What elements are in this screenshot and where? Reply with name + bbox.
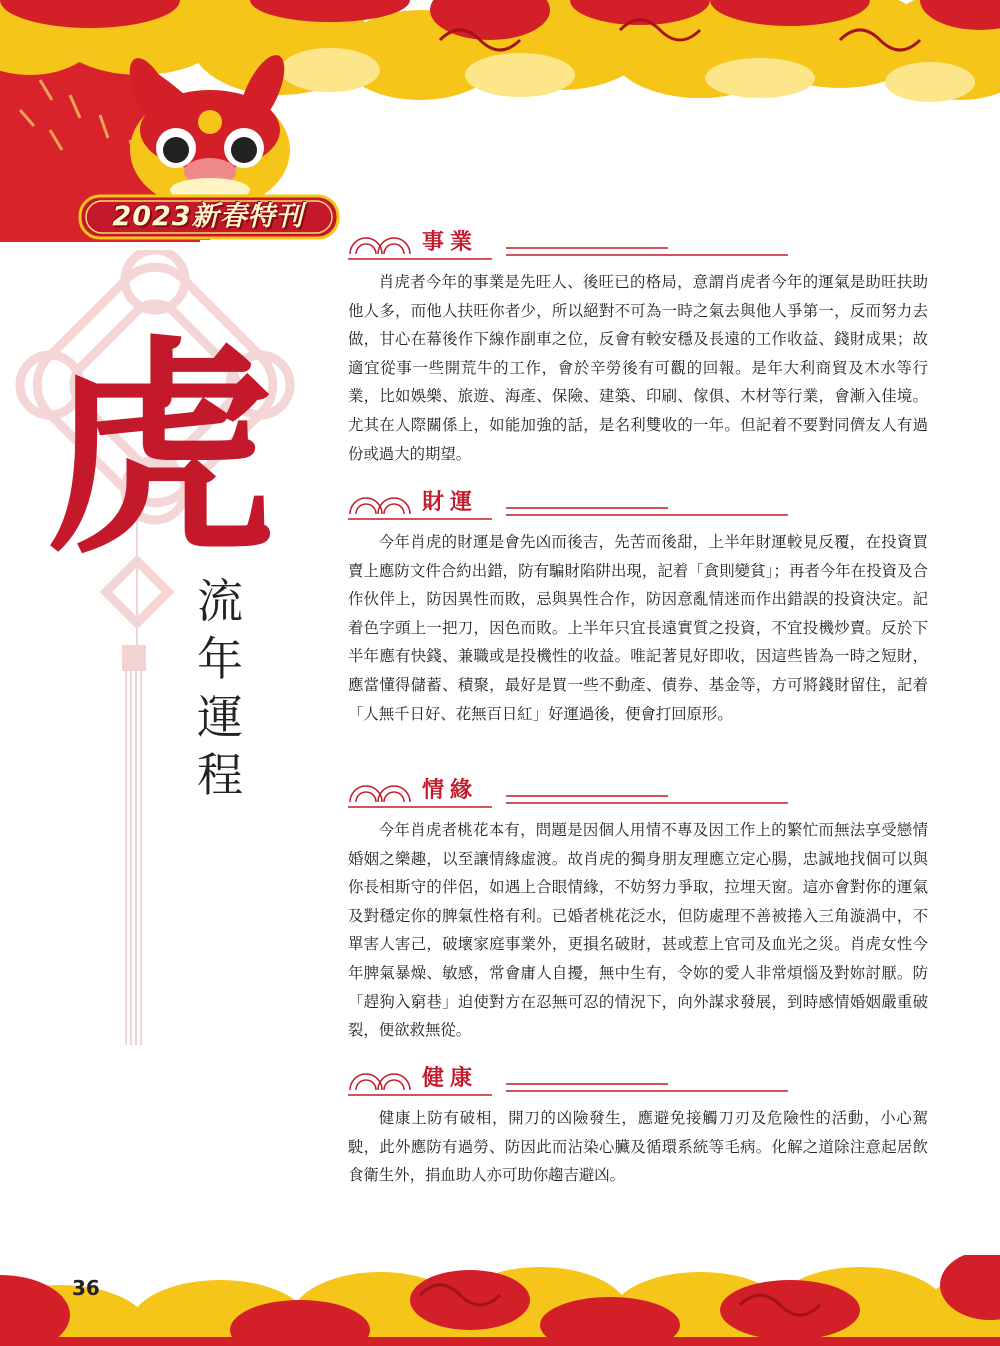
section-career: [348, 228, 928, 468]
section-heading: [348, 776, 928, 812]
vertical-title-char: 程: [197, 748, 243, 802]
section-title: 事業: [422, 230, 479, 255]
section-heading: [348, 228, 928, 264]
section-heading: [348, 1064, 928, 1100]
heading-wave-ornament: [348, 488, 798, 524]
section-body: 今年肖虎的財運是會先凶而後吉，先苦而後甜，上半年財運較見反覆，在投資買賣上應防文件合約出錯，防有騙財陷阱出現，記着「貪則變貧」；再者今年在投資及合作伙伴上，防因異性而敗，忌與異性合作，防因意亂情迷而作出錯誤的投資決定。記着色字頭上一把刀，因色而敗。上半年只宜長遠實質之投資，不宜投機炒賣。反於下半年應有快錢、兼職或是投機性的收益。唯記著見好即收，因這些皆為一時之短財，應當懂得儲蓄、積聚，最好是買一些不動產、債券、基金等，方可將錢財留住，記着「人無千日好、花無百日紅」好運過後，便會打回原形。: [348, 533, 928, 723]
section-title: 健康: [422, 1066, 479, 1091]
section-health: [348, 1064, 928, 1190]
section-title: 情緣: [422, 778, 479, 803]
section-romance: [348, 776, 928, 1045]
section-title: 財運: [422, 490, 479, 515]
section-body: 健康上防有破相，開刀的凶險發生，應避免接觸刀刃及危險性的活動，小心駕駛，此外應防有過勞、防因此而沾染心臟及循環系統等毛病。化解之道除注意起居飲食衛生外，捐血助人亦可助你趨吉避凶。: [348, 1109, 928, 1185]
bottom-cloud-decoration: [0, 1255, 1000, 1346]
page-number: 36: [72, 1276, 100, 1300]
vertical-title-char: 運: [197, 690, 243, 744]
section-body: 肖虎者今年的事業是先旺人、後旺已的格局，意謂肖虎者今年的運氣是助旺扶助他人多，而他人扶旺你者少，所以絕對不可為一時之氣去與他人爭第一，反而努力去做，甘心在幕後作下線作副車之位，反會有較安穩及長遠的工作收益、錢財成果；故適宜從事一些開荒牛的工作，會於辛勞後有可觀的回報。是年大利商貿及木水等行業，比如娛樂、旅遊、海產、保險、建築、印刷、傢俱、木材等行業，會漸入佳境。尤其在人際關係上，如能加強的話，是名利雙收的一年。但記着不要對同儕友人有過份或過大的期望。: [348, 273, 928, 463]
section-heading: [348, 488, 928, 524]
vertical-title-char: 年: [197, 632, 243, 686]
vertical-title-char: 流: [197, 574, 243, 628]
heading-wave-ornament: [348, 1064, 798, 1100]
zodiac-tiger-character: 虎: [44, 315, 275, 585]
section-wealth: [348, 488, 928, 728]
heading-wave-ornament: [348, 776, 798, 812]
section-body: 今年肖虎者桃花本有，問題是因個人用情不專及因工作上的繁忙而無法享受戀情婚姻之樂趣，以至讓情緣虛渡。故肖虎的獨身朋友理應立定心腸，忠誠地找個可以與你長相斯守的伴侶，如遇上合眼情緣，不妨努力爭取，拉埋天窗。這亦會對你的運氣及對穩定你的脾氣性格有利。已婚者桃花泛水，但防處理不善被捲入三角漩渦中，不單害人害己，破壞家庭事業外，更損名破財，甚或惹上官司及血光之災。肖虎女性今年脾氣暴燥、敏感，常會庸人自擾，無中生有，令妳的愛人非常煩惱及對妳討厭。防「趕狗入窮巷」迫使對方在忍無可忍的情況下，向外謀求發展，到時感情婚姻嚴重破裂，便欲救無從。: [348, 821, 928, 1040]
heading-wave-ornament: [348, 228, 798, 264]
issue-label: 2023新春特刊: [112, 201, 304, 232]
vertical-title-annual-fortune: [190, 572, 250, 804]
